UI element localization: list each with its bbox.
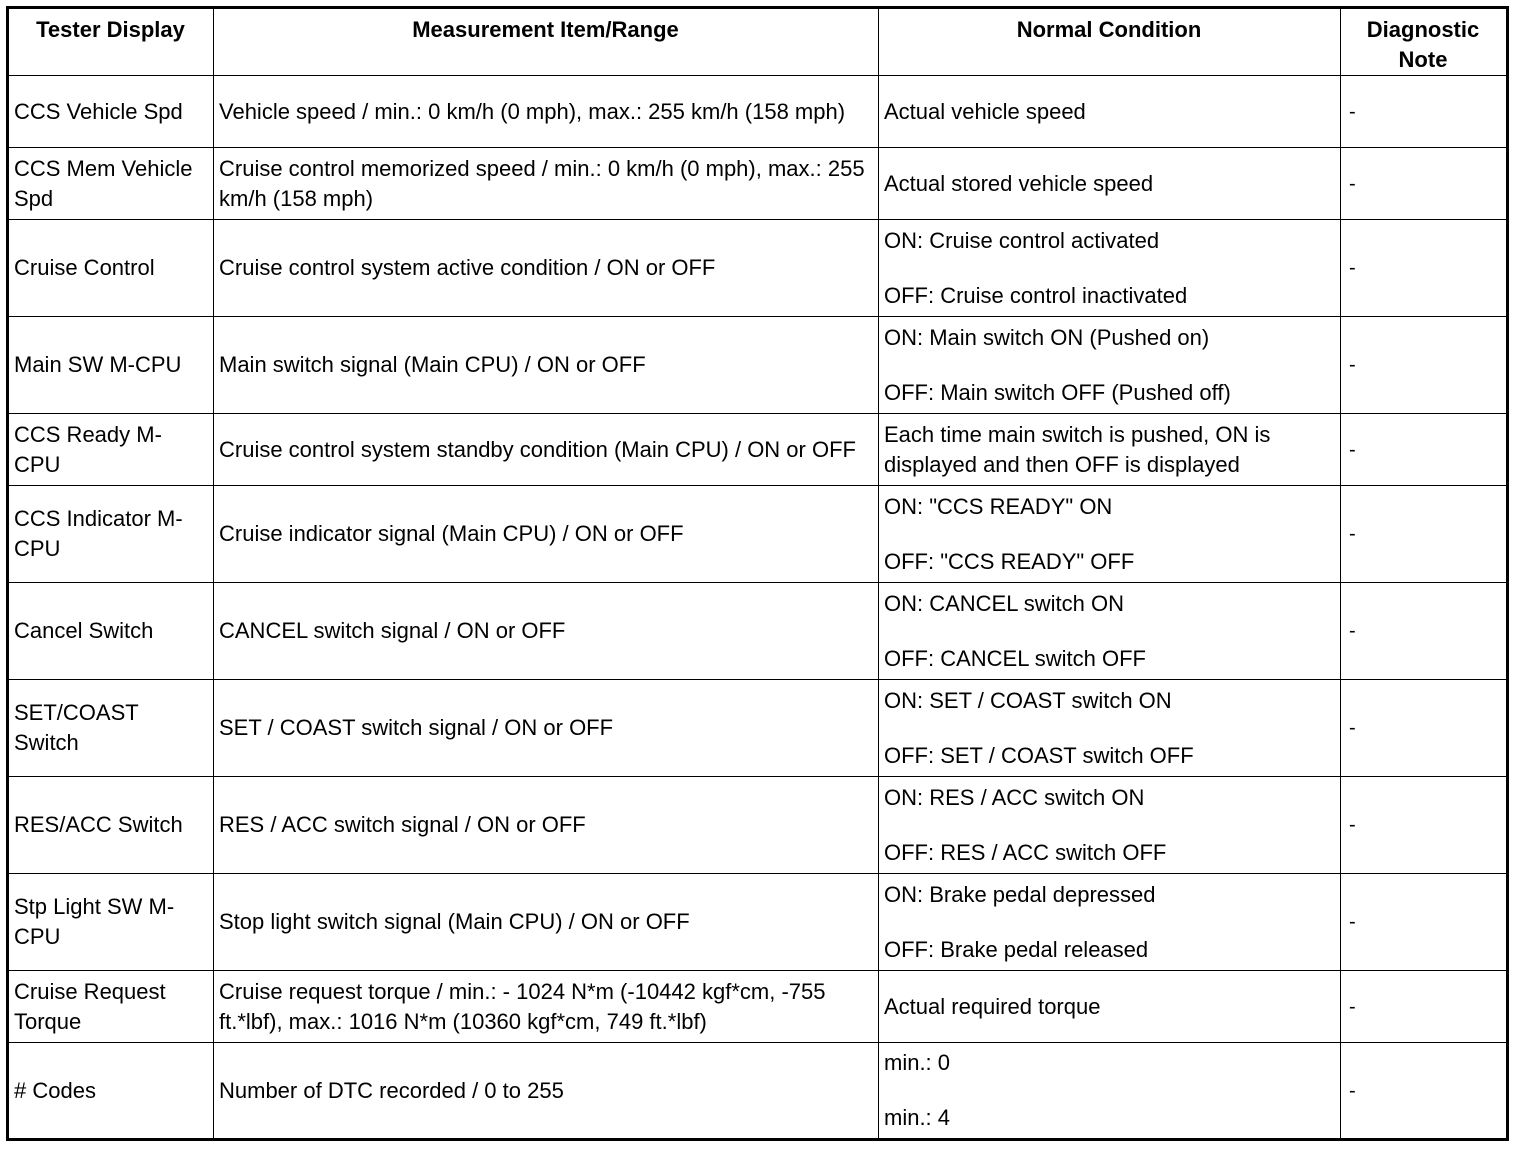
diagnostic-note-cell: - (1341, 680, 1508, 777)
condition-line: OFF: Cruise control inactivated (884, 282, 1188, 308)
normal-condition-cell (879, 1043, 1341, 1140)
condition-line: ON: CANCEL switch ON (884, 590, 1125, 616)
condition-line: ON: RES / ACC switch ON (884, 784, 1145, 810)
table-row (8, 220, 1508, 317)
condition-line: ON: Main switch ON (Pushed on) (884, 324, 1210, 350)
condition-line: OFF: SET / COAST switch OFF (884, 742, 1194, 768)
diagnostic-note-cell: - (1341, 1043, 1508, 1140)
condition-line: ON: SET / COAST switch ON (884, 687, 1172, 713)
measurement-cell: Cruise request torque / min.: - 1024 N*m (-10442 kgf*cm, -755 ft.*lbf), max.: 1016 N*m (10360 kgf*cm, 749 ft.*lbf) (214, 971, 879, 1043)
condition-line: OFF: RES / ACC switch OFF (884, 839, 1167, 865)
measurement-cell: CANCEL switch signal / ON or OFF (214, 583, 879, 680)
condition-line: ON: Brake pedal depressed (884, 881, 1156, 907)
normal-condition-cell (879, 414, 1341, 486)
diagnostic-note-cell: - (1341, 220, 1508, 317)
condition-spacer (884, 716, 1334, 741)
table-row (8, 874, 1508, 971)
table-row (8, 317, 1508, 414)
table-row (8, 971, 1508, 1043)
header-normal-condition: Normal Condition (879, 8, 1341, 76)
header-row (8, 8, 1508, 76)
diagnostic-note-cell: - (1341, 583, 1508, 680)
header-diagnostic-note: Diagnostic Note (1341, 8, 1508, 76)
normal-condition-cell (879, 680, 1341, 777)
normal-condition-cell (879, 76, 1341, 148)
tester-display-cell: Cancel Switch (8, 583, 214, 680)
condition-line: OFF: Main switch OFF (Pushed off) (884, 379, 1231, 405)
table-row (8, 76, 1508, 148)
measurement-cell: Main switch signal (Main CPU) / ON or OFF (214, 317, 879, 414)
table-row (8, 1043, 1508, 1140)
header-tester-display: Tester Display (8, 8, 214, 76)
tester-display-cell: Stp Light SW M-CPU (8, 874, 214, 971)
condition-spacer (884, 619, 1334, 644)
measurement-cell: Cruise indicator signal (Main CPU) / ON or OFF (214, 486, 879, 583)
measurement-cell: SET / COAST switch signal / ON or OFF (214, 680, 879, 777)
condition-line: Actual vehicle speed (884, 98, 1086, 124)
measurement-cell: Number of DTC recorded / 0 to 255 (214, 1043, 879, 1140)
condition-spacer (884, 1078, 1334, 1103)
condition-spacer (884, 522, 1334, 547)
condition-line: ON: Cruise control activated (884, 227, 1160, 253)
normal-condition-cell (879, 220, 1341, 317)
condition-spacer (884, 353, 1334, 378)
normal-condition-cell (879, 148, 1341, 220)
tester-display-cell: SET/COAST Switch (8, 680, 214, 777)
table-row (8, 486, 1508, 583)
table-row (8, 148, 1508, 220)
data-list-table (6, 6, 1509, 1141)
condition-spacer (884, 813, 1334, 838)
diagnostic-note-cell: - (1341, 414, 1508, 486)
diagnostic-note-cell: - (1341, 317, 1508, 414)
measurement-cell: Cruise control system standby condition (Main CPU) / ON or OFF (214, 414, 879, 486)
measurement-cell: Cruise control system active condition / ON or OFF (214, 220, 879, 317)
table-row (8, 583, 1508, 680)
condition-line: OFF: "CCS READY" OFF (884, 548, 1135, 574)
tester-display-cell: # Codes (8, 1043, 214, 1140)
tester-display-cell: Main SW M-CPU (8, 317, 214, 414)
condition-line: OFF: CANCEL switch OFF (884, 645, 1146, 671)
diagnostic-note-cell: - (1341, 777, 1508, 874)
diagnostic-note-cell: - (1341, 971, 1508, 1043)
table-body (8, 76, 1508, 1140)
tester-display-cell: CCS Ready M-CPU (8, 414, 214, 486)
tester-display-cell: Cruise Control (8, 220, 214, 317)
diagnostic-note-cell: - (1341, 148, 1508, 220)
header-measurement: Measurement Item/Range (214, 8, 879, 76)
tester-display-cell: Cruise Request Torque (8, 971, 214, 1043)
condition-spacer (884, 910, 1334, 935)
condition-line: Actual stored vehicle speed (884, 170, 1154, 196)
tester-display-cell: CCS Vehicle Spd (8, 76, 214, 148)
tester-display-cell: CCS Indicator M-CPU (8, 486, 214, 583)
measurement-cell: Vehicle speed / min.: 0 km/h (0 mph), max.: 255 km/h (158 mph) (214, 76, 879, 148)
table-row (8, 680, 1508, 777)
measurement-cell: Cruise control memorized speed / min.: 0 km/h (0 mph), max.: 255 km/h (158 mph) (214, 148, 879, 220)
diagnostic-note-cell: - (1341, 486, 1508, 583)
normal-condition-cell (879, 583, 1341, 680)
tester-display-cell: CCS Mem Vehicle Spd (8, 148, 214, 220)
condition-line: min.: 0 (884, 1050, 951, 1075)
condition-line: min.: 4 (884, 1105, 951, 1130)
condition-line: Each time main switch is pushed, ON is displayed and then OFF is displayed (884, 421, 1271, 477)
table-row (8, 414, 1508, 486)
normal-condition-cell (879, 971, 1341, 1043)
normal-condition-cell (879, 486, 1341, 583)
tester-display-cell: RES/ACC Switch (8, 777, 214, 874)
measurement-cell: Stop light switch signal (Main CPU) / ON or OFF (214, 874, 879, 971)
normal-condition-cell (879, 317, 1341, 414)
table-row (8, 777, 1508, 874)
normal-condition-cell (879, 874, 1341, 971)
condition-line: OFF: Brake pedal released (884, 936, 1149, 962)
condition-line: Actual required torque (884, 993, 1101, 1019)
measurement-cell: RES / ACC switch signal / ON or OFF (214, 777, 879, 874)
condition-spacer (884, 256, 1334, 281)
condition-line: ON: "CCS READY" ON (884, 493, 1113, 519)
diagnostic-note-cell: - (1341, 76, 1508, 148)
normal-condition-cell (879, 777, 1341, 874)
diagnostic-note-cell: - (1341, 874, 1508, 971)
